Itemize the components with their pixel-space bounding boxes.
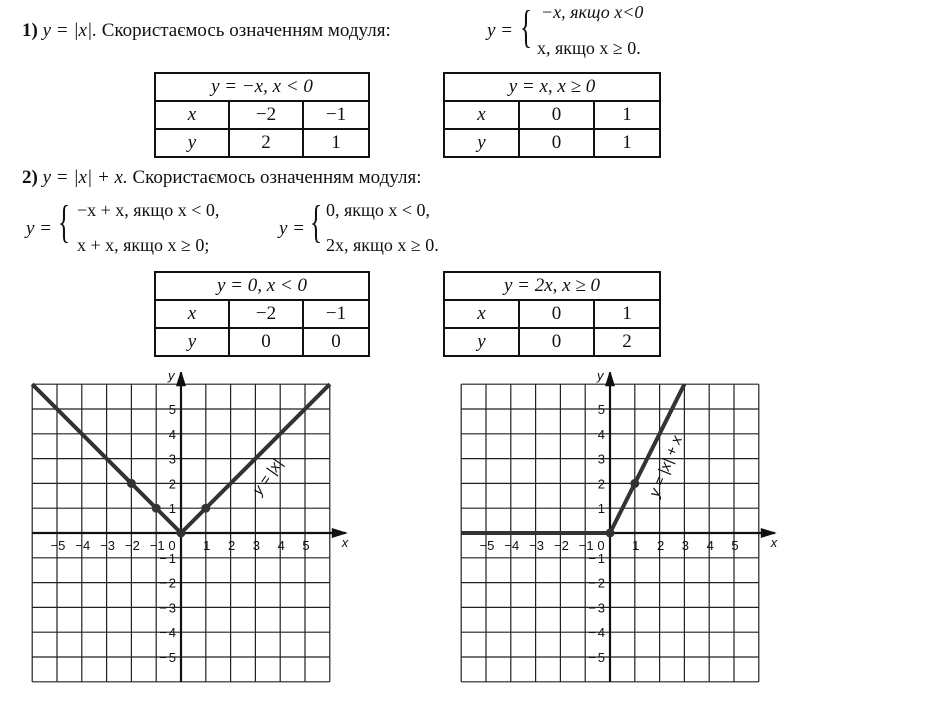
y-tick-label: 2 bbox=[168, 476, 176, 492]
x-tick-label: −4 bbox=[75, 538, 91, 553]
table2 bbox=[443, 72, 661, 158]
table3-cell: −2 bbox=[229, 300, 303, 328]
series-label: y = |x| + x bbox=[645, 433, 686, 500]
x-tick-label: 0 bbox=[597, 538, 605, 553]
part1-equation: y = |x|. bbox=[42, 20, 97, 41]
table4 bbox=[443, 271, 661, 357]
table1-cell: −2 bbox=[229, 101, 303, 129]
x-axis-label: x bbox=[770, 535, 778, 550]
table4-cell: 1 bbox=[594, 300, 660, 328]
y-tick-label: 5 bbox=[597, 402, 605, 417]
part2-brace-a: { bbox=[58, 196, 71, 247]
x-tick-label: 1 bbox=[632, 538, 640, 553]
y-tick-sign: − bbox=[588, 650, 596, 665]
table3-cell: 0 bbox=[303, 328, 369, 356]
y-tick-sign: − bbox=[159, 575, 167, 591]
x-tick-label: −4 bbox=[504, 538, 520, 553]
y-tick-label: 2 bbox=[597, 476, 605, 492]
y-tick-label: 4 bbox=[168, 426, 176, 442]
y-tick-label: 1 bbox=[168, 550, 176, 566]
y-tick-sign: − bbox=[588, 600, 596, 616]
data-point bbox=[152, 504, 161, 513]
y-tick-sign: − bbox=[159, 600, 167, 616]
y-tick-label: 3 bbox=[597, 600, 605, 616]
x-tick-label: 5 bbox=[302, 538, 310, 553]
x-tick-label: 3 bbox=[252, 538, 261, 553]
y-tick-label: 3 bbox=[168, 451, 176, 467]
part2-equation: y = |x| + x. bbox=[42, 167, 128, 188]
table2-cell: 1 bbox=[594, 101, 660, 129]
y-tick-label: 2 bbox=[597, 575, 605, 591]
table3-cell: −1 bbox=[303, 300, 369, 328]
y-axis-arrow bbox=[605, 372, 615, 386]
y-tick-label: 5 bbox=[168, 402, 176, 417]
x-tick-label: 2 bbox=[656, 538, 665, 553]
y-tick-label: 1 bbox=[597, 501, 605, 517]
y-tick-sign: − bbox=[588, 625, 596, 641]
x-tick-label: −2 bbox=[124, 538, 140, 553]
part1-number: 1) bbox=[22, 20, 38, 41]
y-axis-label: y bbox=[168, 372, 175, 384]
table2-cell: 0 bbox=[519, 129, 594, 157]
data-point bbox=[630, 479, 639, 488]
y-tick-sign: − bbox=[588, 550, 596, 566]
y-tick-sign: − bbox=[159, 625, 167, 641]
data-point bbox=[606, 529, 615, 538]
table1-cell: x bbox=[155, 101, 229, 129]
x-tick-label: −3 bbox=[100, 538, 116, 553]
table2-header: y = x, x ≥ 0 bbox=[444, 73, 660, 101]
y-tick-label: 2 bbox=[168, 575, 176, 591]
x-tick-label: −5 bbox=[479, 538, 495, 553]
y-tick-label: 3 bbox=[597, 451, 605, 467]
table3-cell: 0 bbox=[229, 328, 303, 356]
data-point bbox=[177, 529, 186, 538]
part2-y-eq-b: y = bbox=[279, 218, 306, 239]
table1-header: y = −x, x < 0 bbox=[155, 73, 369, 101]
y-tick-sign: − bbox=[159, 650, 167, 665]
x-tick-label: 5 bbox=[731, 538, 739, 553]
data-point bbox=[201, 504, 210, 513]
y-axis-arrow bbox=[176, 372, 186, 386]
series-label: y = |x| bbox=[249, 455, 287, 499]
part1-case2: x, якщо x ≥ 0. bbox=[537, 38, 641, 58]
y-tick-label: 1 bbox=[168, 501, 176, 517]
x-tick-label: −5 bbox=[50, 538, 66, 553]
table2-cell: x bbox=[444, 101, 519, 129]
y-tick-sign: − bbox=[588, 575, 596, 591]
y-tick-label: 5 bbox=[168, 650, 176, 665]
part2-a-case2: x + x, якщо x ≥ 0; bbox=[77, 235, 210, 255]
y-tick-sign: − bbox=[159, 550, 167, 566]
part2-a-case1: −x + x, якщо x < 0, bbox=[77, 200, 220, 220]
graph-abs-x-plus-x bbox=[455, 372, 785, 692]
x-tick-label: 0 bbox=[168, 538, 176, 553]
table3-header: y = 0, x < 0 bbox=[155, 272, 369, 300]
x-tick-label: 1 bbox=[203, 538, 211, 553]
table3-cell: x bbox=[155, 300, 229, 328]
y-tick-label: 4 bbox=[168, 625, 176, 641]
table3 bbox=[154, 271, 370, 357]
part2-b-case2: 2x, якщо x ≥ 0. bbox=[326, 235, 439, 255]
table4-cell: 0 bbox=[519, 300, 594, 328]
part2-text: Скористаємось означенням модуля: bbox=[132, 167, 422, 188]
x-axis-label: x bbox=[341, 535, 349, 550]
table2-cell: y bbox=[444, 129, 519, 157]
x-tick-label: 2 bbox=[227, 538, 236, 553]
part1-brace: { bbox=[520, 1, 533, 52]
table4-cell: 0 bbox=[519, 328, 594, 356]
part1-case1: −x, якщо x<0 bbox=[541, 2, 644, 22]
y-tick-label: 1 bbox=[597, 550, 605, 566]
part2-b-case1: 0, якщо x < 0, bbox=[326, 200, 431, 220]
part2-brace-b: { bbox=[310, 196, 323, 247]
table4-cell: 2 bbox=[594, 328, 660, 356]
table2-cell: 1 bbox=[594, 129, 660, 157]
x-tick-label: −2 bbox=[553, 538, 569, 553]
part2-heading bbox=[22, 167, 421, 189]
x-tick-label: −1 bbox=[578, 538, 594, 553]
y-axis-label: y bbox=[597, 372, 604, 384]
x-tick-label: 4 bbox=[277, 538, 285, 553]
part2-number: 2) bbox=[22, 167, 38, 188]
x-tick-label: 3 bbox=[681, 538, 690, 553]
table1 bbox=[154, 72, 370, 158]
table4-cell: x bbox=[444, 300, 519, 328]
y-tick-label: 4 bbox=[597, 625, 605, 641]
table1-cell: −1 bbox=[303, 101, 369, 129]
y-tick-label: 5 bbox=[597, 650, 605, 665]
part1-text: Скористаємось означенням модуля: bbox=[101, 20, 391, 41]
table1-cell: 2 bbox=[229, 129, 303, 157]
table4-cell: y bbox=[444, 328, 519, 356]
graph-abs-x bbox=[20, 372, 350, 692]
table1-cell: 1 bbox=[303, 129, 369, 157]
data-point bbox=[127, 479, 136, 488]
table4-header: y = 2x, x ≥ 0 bbox=[444, 272, 660, 300]
table1-cell: y bbox=[155, 129, 229, 157]
x-tick-label: 4 bbox=[706, 538, 714, 553]
part1-heading bbox=[22, 20, 391, 42]
part1-y-eq: y = bbox=[487, 20, 514, 41]
y-tick-label: 3 bbox=[168, 600, 176, 616]
table3-cell: y bbox=[155, 328, 229, 356]
x-tick-label: −1 bbox=[149, 538, 165, 553]
y-tick-label: 4 bbox=[597, 426, 605, 442]
table2-cell: 0 bbox=[519, 101, 594, 129]
part2-y-eq-a: y = bbox=[26, 218, 53, 239]
x-tick-label: −3 bbox=[529, 538, 545, 553]
